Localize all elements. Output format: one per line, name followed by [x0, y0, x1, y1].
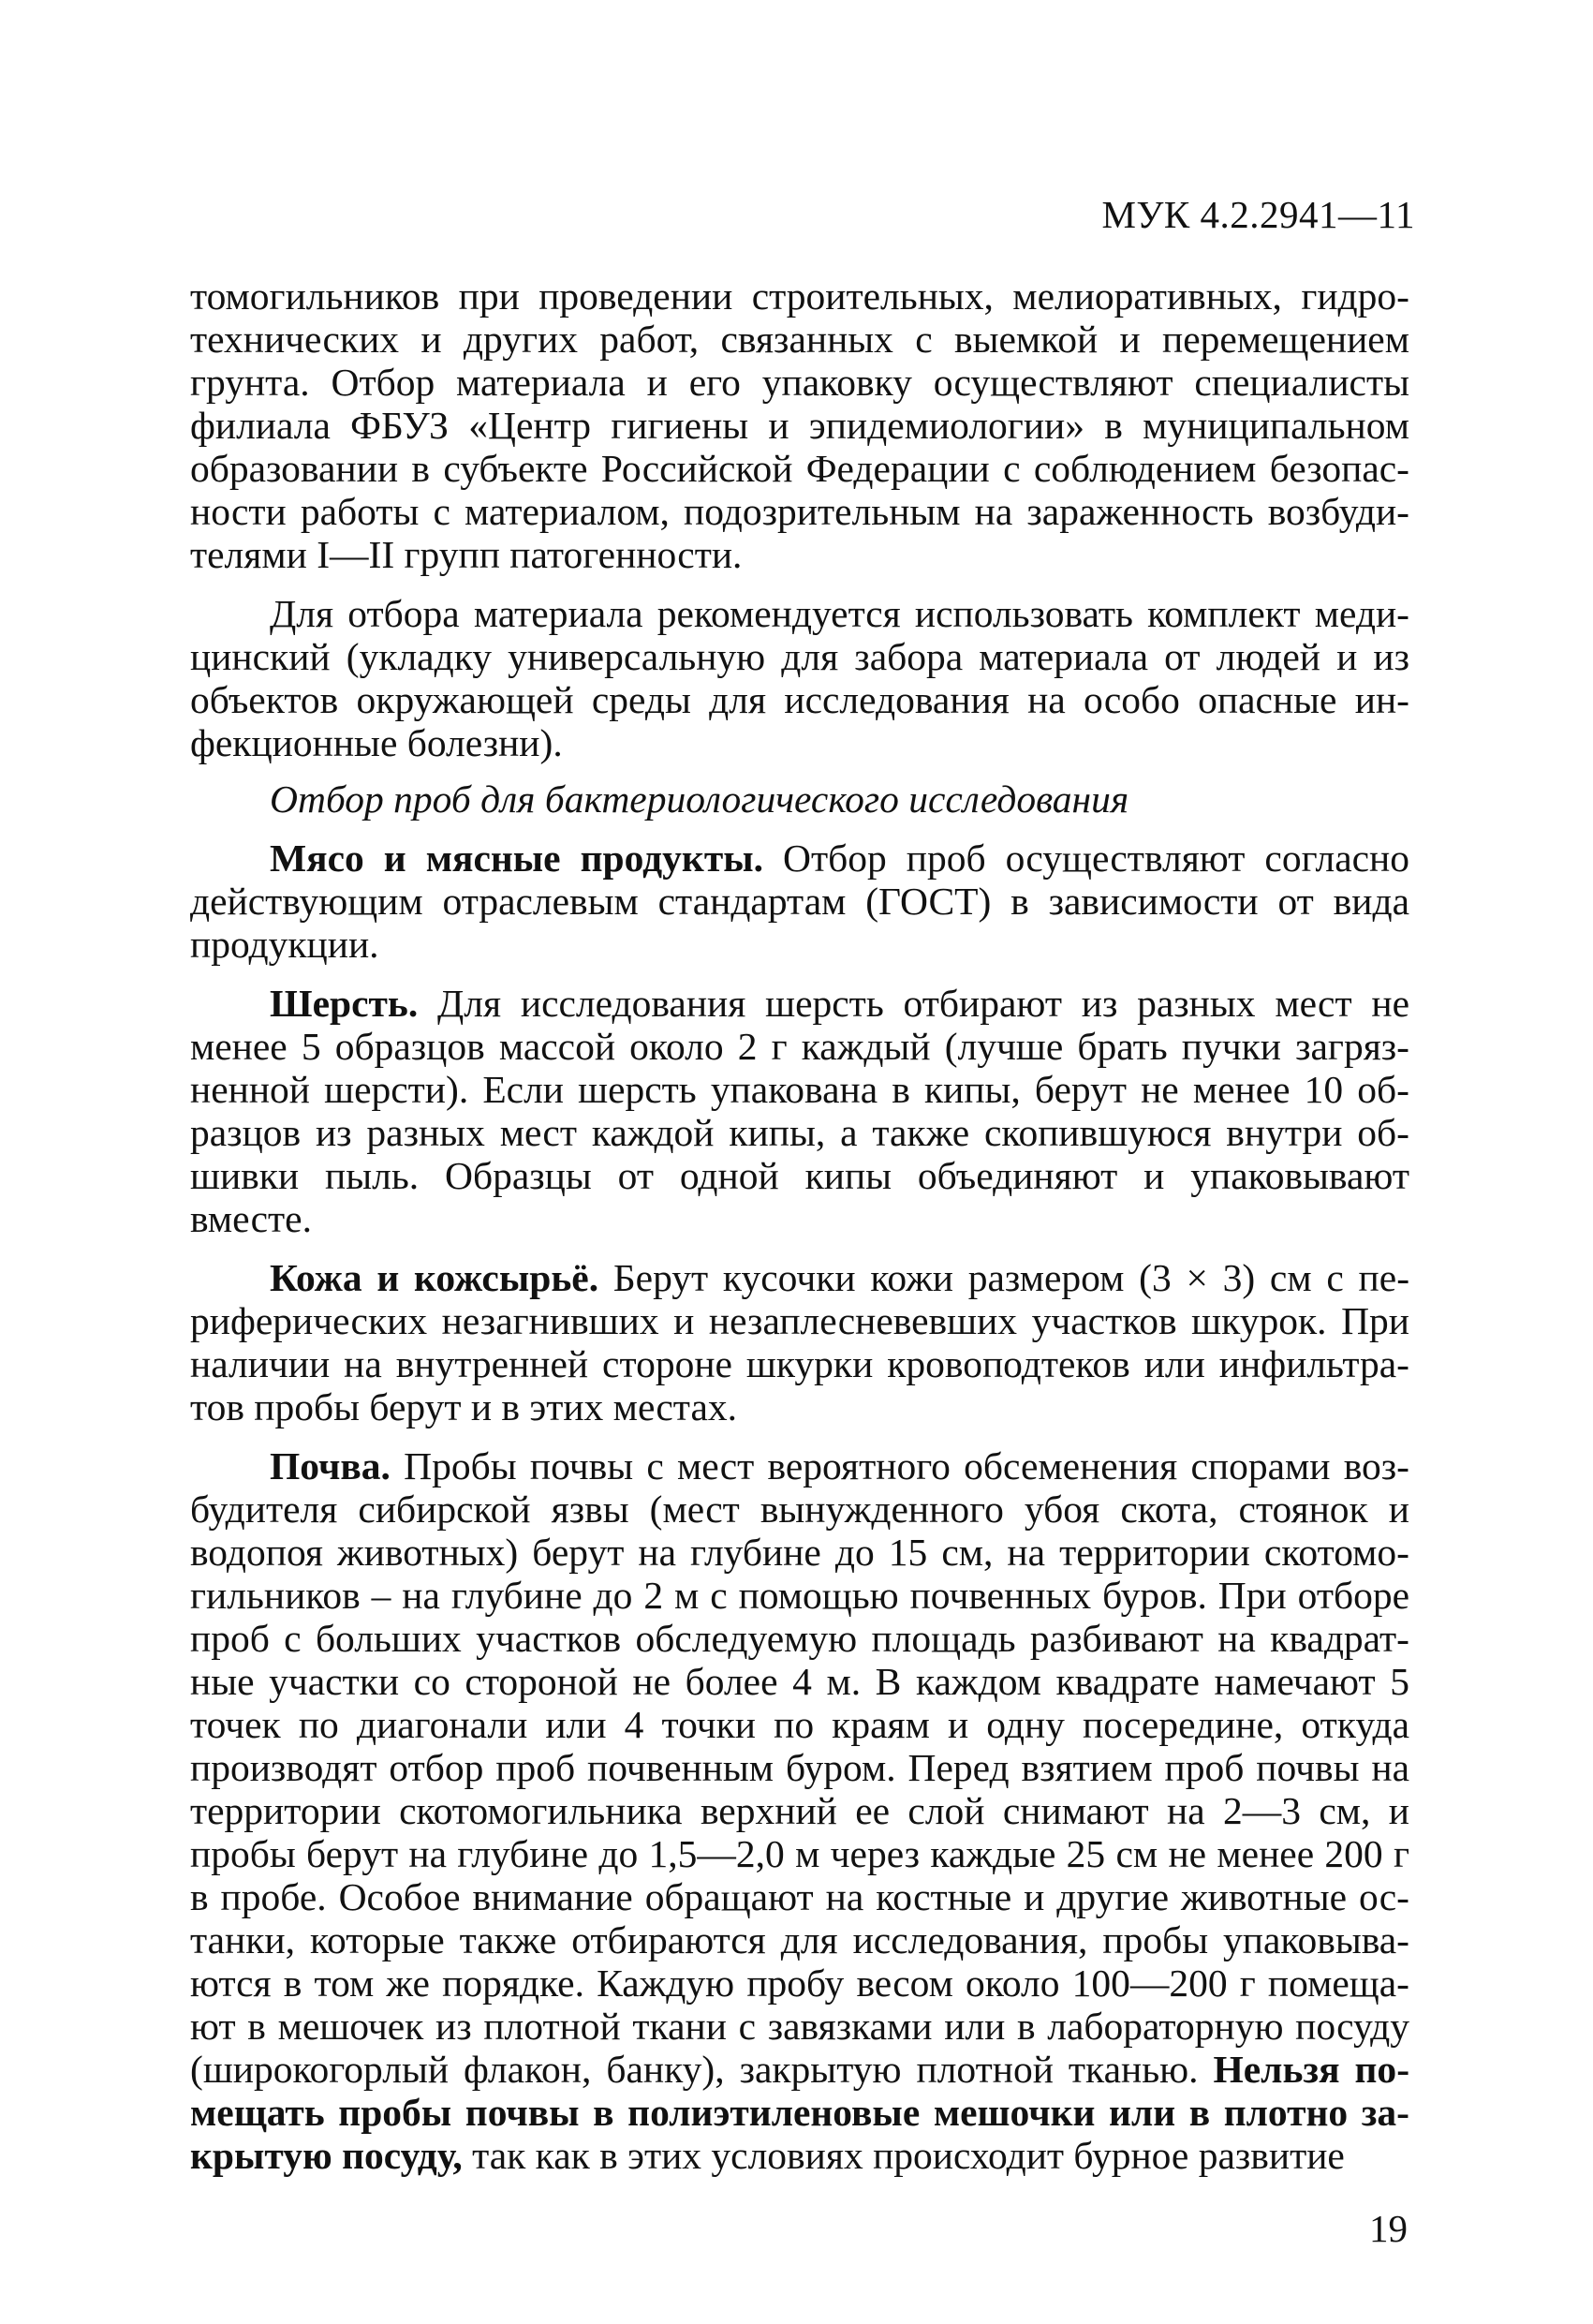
- paragraph-text-meat: Отбор проб осуществляют согласно действующим отраслевым стандартам (ГОСТ) в зависимости от вида продукции.: [190, 836, 1409, 966]
- paragraph-continuation: томогильников при проведении строительных, мелиоративных, гидротехнических и других работ, связанных с выемкой и перемещением грунта. Отбор материала и его упаковку осуществляют специалисты филиала ФБУЗ «Центр гигиены и эпидемиологии» в муниципальном образовании в субъекте Российской Федерации с соблюдением безопасности работы с материалом, подозрительным на зараженность возбудителями I—II групп патогенности.: [190, 274, 1409, 576]
- paragraph-soil: [190, 1444, 1409, 2177]
- paragraph-text-soil: Пробы почвы с мест вероятного обсеменения спорами возбудителя сибирской язвы (мест вынужденного убоя скота, стоянок и водопоя животных) берут на глубине до 15 см, на территории скотомогильников – на глубине до 2 м с помощью почвенных буров. При отборе проб с больших участков обследуемую площадь разбивают на квадратные участки со стороной не более 4 м. В каждом квадрате намечают 5 точек по диагонали или 4 точки по краям и одну посередине, откуда производят отбор проб почвенным буром. Перед взятием проб почвы на территории скотомогильника верхний ее слой снимают на 2—3 см, и пробы берут на глубине до 1,5—2,0 м через каждые 25 см не менее 200 г в пробе. Особое внимание обращают на костные и другие животные останки, которые также отбираются для исследования, пробы упаковываются в том же порядке. Каждую пробу весом около 100—200 г помещают в мешочек из плотной ткани с завязками или в лабораторную посуду (широкогорлый флакон, банку), закрытую плотной тканью.: [190, 1444, 1409, 2091]
- paragraph-lead-soil: Почва.: [270, 1444, 391, 1488]
- paragraph-skin: [190, 1256, 1409, 1428]
- page-body: [190, 274, 1409, 2177]
- paragraph-sampling-kit: Для отбора материала рекомендуется использовать комплект медицинский (укладку универсальную для забора материала от людей и из объектов окружающей среды для исследования на особо опасные инфекционные болезни).: [190, 592, 1409, 764]
- paragraph-lead-meat: Мясо и мясные продукты.: [270, 836, 763, 880]
- paragraph-lead-wool: Шерсть.: [270, 982, 419, 1025]
- document-code: МУК 4.2.2941—11: [1101, 193, 1415, 236]
- soil-warning-bold: Нельзя помещать пробы почвы в полиэтиленовые мешочки или в плотно закрытую посуду,: [190, 2048, 1410, 2177]
- paragraph-text-wool: Для исследования шерсть отбирают из разных мест не менее 5 образцов массой около 2 г каждый (лучше брать пучки загрязненной шерсти). Если шерсть упакована в кипы, берут не менее 10 образцов из разных мест каждой кипы, а также скопившуюся внутри обшивки пыль. Образцы от одной кипы объединяют и упаковывают вместе.: [190, 982, 1409, 1240]
- paragraph-text-skin: Берут кусочки кожи размером (3 × 3) см с периферических незагнивших и незаплесневевших участков шкурок. При наличии на внутренней стороне шкурки кровоподтеков или инфильтратов пробы берут и в этих местах.: [190, 1256, 1410, 1428]
- paragraph-text-soil-tail: так как в этих условиях происходит бурное развитие: [462, 2134, 1345, 2177]
- page-number: 19: [1369, 2207, 1408, 2250]
- paragraph-meat: [190, 836, 1409, 966]
- section-heading: Отбор проб для бактериологического исследования: [270, 777, 1129, 821]
- paragraph-lead-skin: Кожа и кожсырьё.: [270, 1256, 599, 1299]
- paragraph-wool: [190, 982, 1409, 1240]
